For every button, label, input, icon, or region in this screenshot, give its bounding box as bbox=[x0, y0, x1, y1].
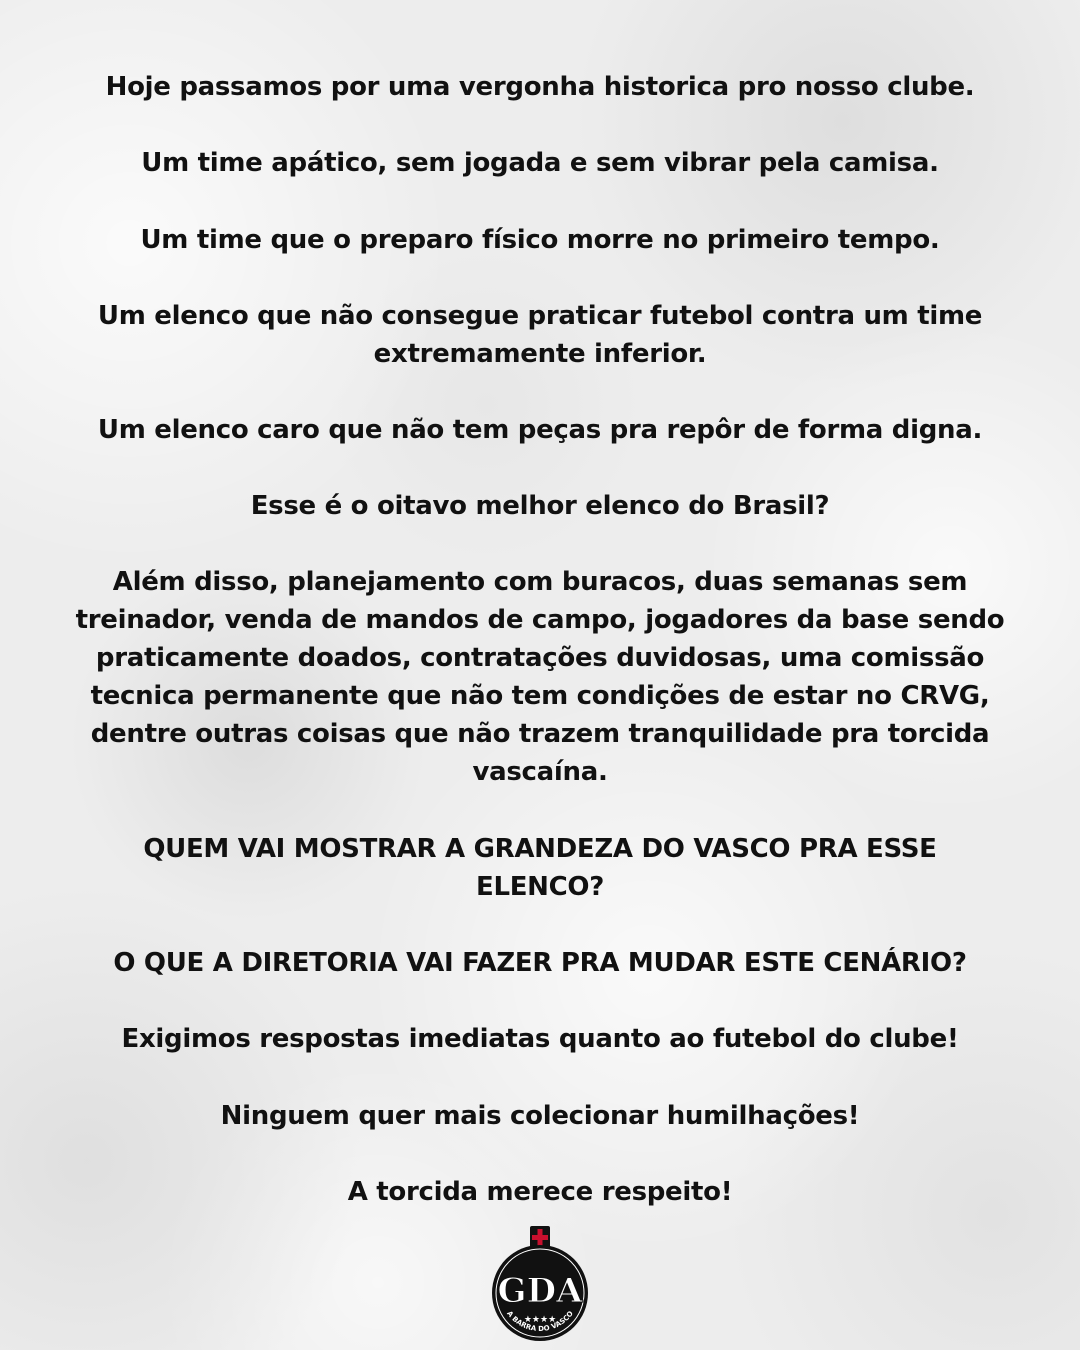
paragraph-11: Ninguem quer mais colecionar humilhações! bbox=[220, 1101, 860, 1131]
paragraph-9: O QUE A DIRETORIA VAI FAZER PRA MUDAR ESTE CENÁRIO? bbox=[113, 948, 967, 978]
logo-cross-horizontal bbox=[532, 1235, 548, 1240]
paragraph-8: QUEM VAI MOSTRAR A GRANDEZA DO VASCO PRA ESSE ELENCO? bbox=[143, 834, 937, 902]
paragraph-5: Um elenco caro que não tem peças pra repôr de forma digna. bbox=[97, 415, 983, 445]
paragraph-2: Um time apático, sem jogada e sem vibrar pela camisa. bbox=[141, 148, 939, 178]
logo-tagline: A BARRA DO VASCO bbox=[505, 1309, 575, 1333]
paragraph-10: Exigimos respostas imediatas quanto ao futebol do clube! bbox=[121, 1024, 959, 1054]
paragraph-7: Além disso, planejamento com buracos, duas semanas sem treinador, venda de mandos de campo, jogadores da base sendo praticamente doados, contratações duvidosas, uma comissão tecnica permanente que não tem condições de estar no CRVG, dentre outras coisas que não trazem tranquilidade pra torcida vascaína. bbox=[75, 567, 1005, 787]
paragraph-6: Esse é o oitavo melhor elenco do Brasil? bbox=[250, 491, 830, 521]
logo-stars: ★★★★ bbox=[523, 1315, 557, 1325]
paragraph-4: Um elenco que não consegue praticar futebol contra um time extremamente inferior. bbox=[97, 301, 983, 369]
paragraph-1: Hoje passamos por uma vergonha historica pro nosso clube. bbox=[105, 72, 975, 102]
paragraph-3: Um time que o preparo físico morre no primeiro tempo. bbox=[140, 225, 940, 255]
gda-logo bbox=[490, 1226, 590, 1346]
logo-letters: GDA bbox=[497, 1271, 583, 1311]
paragraph-12: A torcida merece respeito! bbox=[347, 1177, 733, 1207]
